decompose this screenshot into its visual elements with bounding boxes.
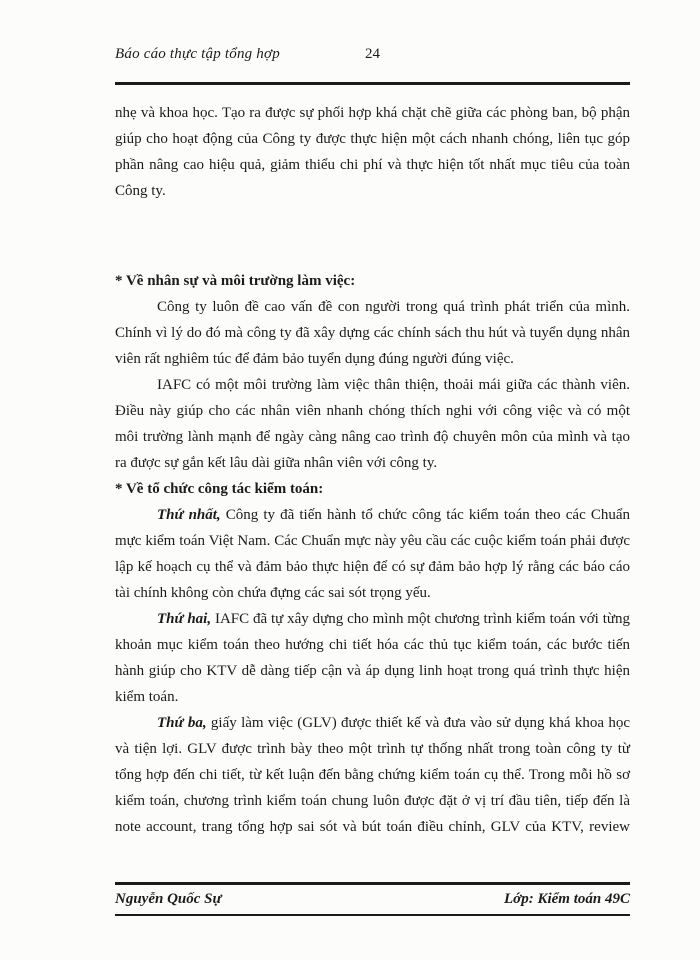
paragraph-text-third: giấy làm việc (GLV) được thiết kế và đưa vào sử dụng khá khoa học và tiện lợi. GLV được trình bày theo một trình tự thống nhất trong toàn công ty từ tổng hợp đến chi tiết, từ kết luận đến bằng chứng kiểm toán cụ thể. Trong mỗi hồ sơ kiểm toán, chương trình kiểm toán chung luôn được đặt ở vị trí đầu tiên, tiếp đến là note account, trang tổng hợp sai sót và bút toán điều chỉnh, GLV của KTV, review [115, 714, 630, 835]
footer-rule-bottom [115, 914, 630, 917]
page-footer [115, 882, 630, 916]
header-page-number: 24 [365, 46, 380, 62]
paragraph-lead-second: Thứ hai, [157, 610, 212, 627]
page-header [115, 0, 630, 65]
section-heading-personnel: * Về nhân sự và môi trường làm việc: [115, 272, 356, 289]
header-title: Báo cáo thực tập tổng hợp [115, 46, 280, 62]
header-rule [115, 82, 630, 85]
paragraph-text-second: IAFC đã tự xây dựng cho mình một chương trình kiểm toán với từng khoản mục kiểm toán theo hướng chi tiết hóa các thủ tục kiểm toán, các bước tiến hành giúp cho KTV dễ dàng tiếp cận và áp dụng linh hoạt trong quá trình thực hiện kiểm toán. [115, 610, 630, 705]
paragraph-continuation: nhẹ và khoa học. Tạo ra được sự phối hợp khá chặt chẽ giữa các phòng ban, bộ phận giúp cho hoạt động của Công ty được thực hiện một cách nhanh chóng, liên tục góp phần nâng cao hiệu quả, giảm thiểu chi phí và thực hiện tốt nhất mục tiêu của toàn Công ty. [115, 104, 630, 199]
section-heading-audit-organization: * Về tổ chức công tác kiểm toán: [115, 480, 324, 497]
footer-row [115, 885, 630, 914]
paragraph-second-point [115, 606, 630, 710]
blank-space [115, 204, 630, 268]
paragraph-recruitment: Công ty luôn đề cao vấn đề con người trong quá trình phát triển của mình. Chính vì lý do đó mà công ty đã xây dựng các chính sách thu hút và tuyển dụng nhân viên rất nghiêm túc để đảm bảo tuyển dụng đúng người đúng việc. [115, 298, 630, 367]
paragraph-third-point [115, 710, 630, 840]
paragraph-text-first: Công ty đã tiến hành tổ chức công tác kiểm toán theo các Chuẩn mực kiểm toán Việt Nam. Các Chuẩn mực này yêu cầu các cuộc kiểm toán phải được lập kế hoạch cụ thể và đảm bảo thực hiện để có sự đảm bảo hợp lý rằng các báo cáo tài chính không còn chứa đựng các sai sót trọng yếu. [115, 506, 630, 601]
document-body [115, 100, 630, 840]
footer-author-name: Nguyễn Quốc Sự [115, 890, 222, 907]
paragraph-environment: IAFC có một môi trường làm việc thân thiện, thoải mái giữa các thành viên. Điều này giúp cho các nhân viên nhanh chóng thích nghi với công việc và có một môi trường lành mạnh để ngày càng nâng cao trình độ chuyên môn của mình và tạo ra được sự gắn kết lâu dài giữa nhân viên với công ty. [115, 376, 630, 471]
paragraph-lead-third: Thứ ba, [157, 714, 207, 731]
paragraph-first-point [115, 502, 630, 606]
footer-class-label: Lớp: Kiểm toán 49C [504, 890, 630, 907]
paragraph-lead-first: Thứ nhất, [157, 506, 221, 523]
